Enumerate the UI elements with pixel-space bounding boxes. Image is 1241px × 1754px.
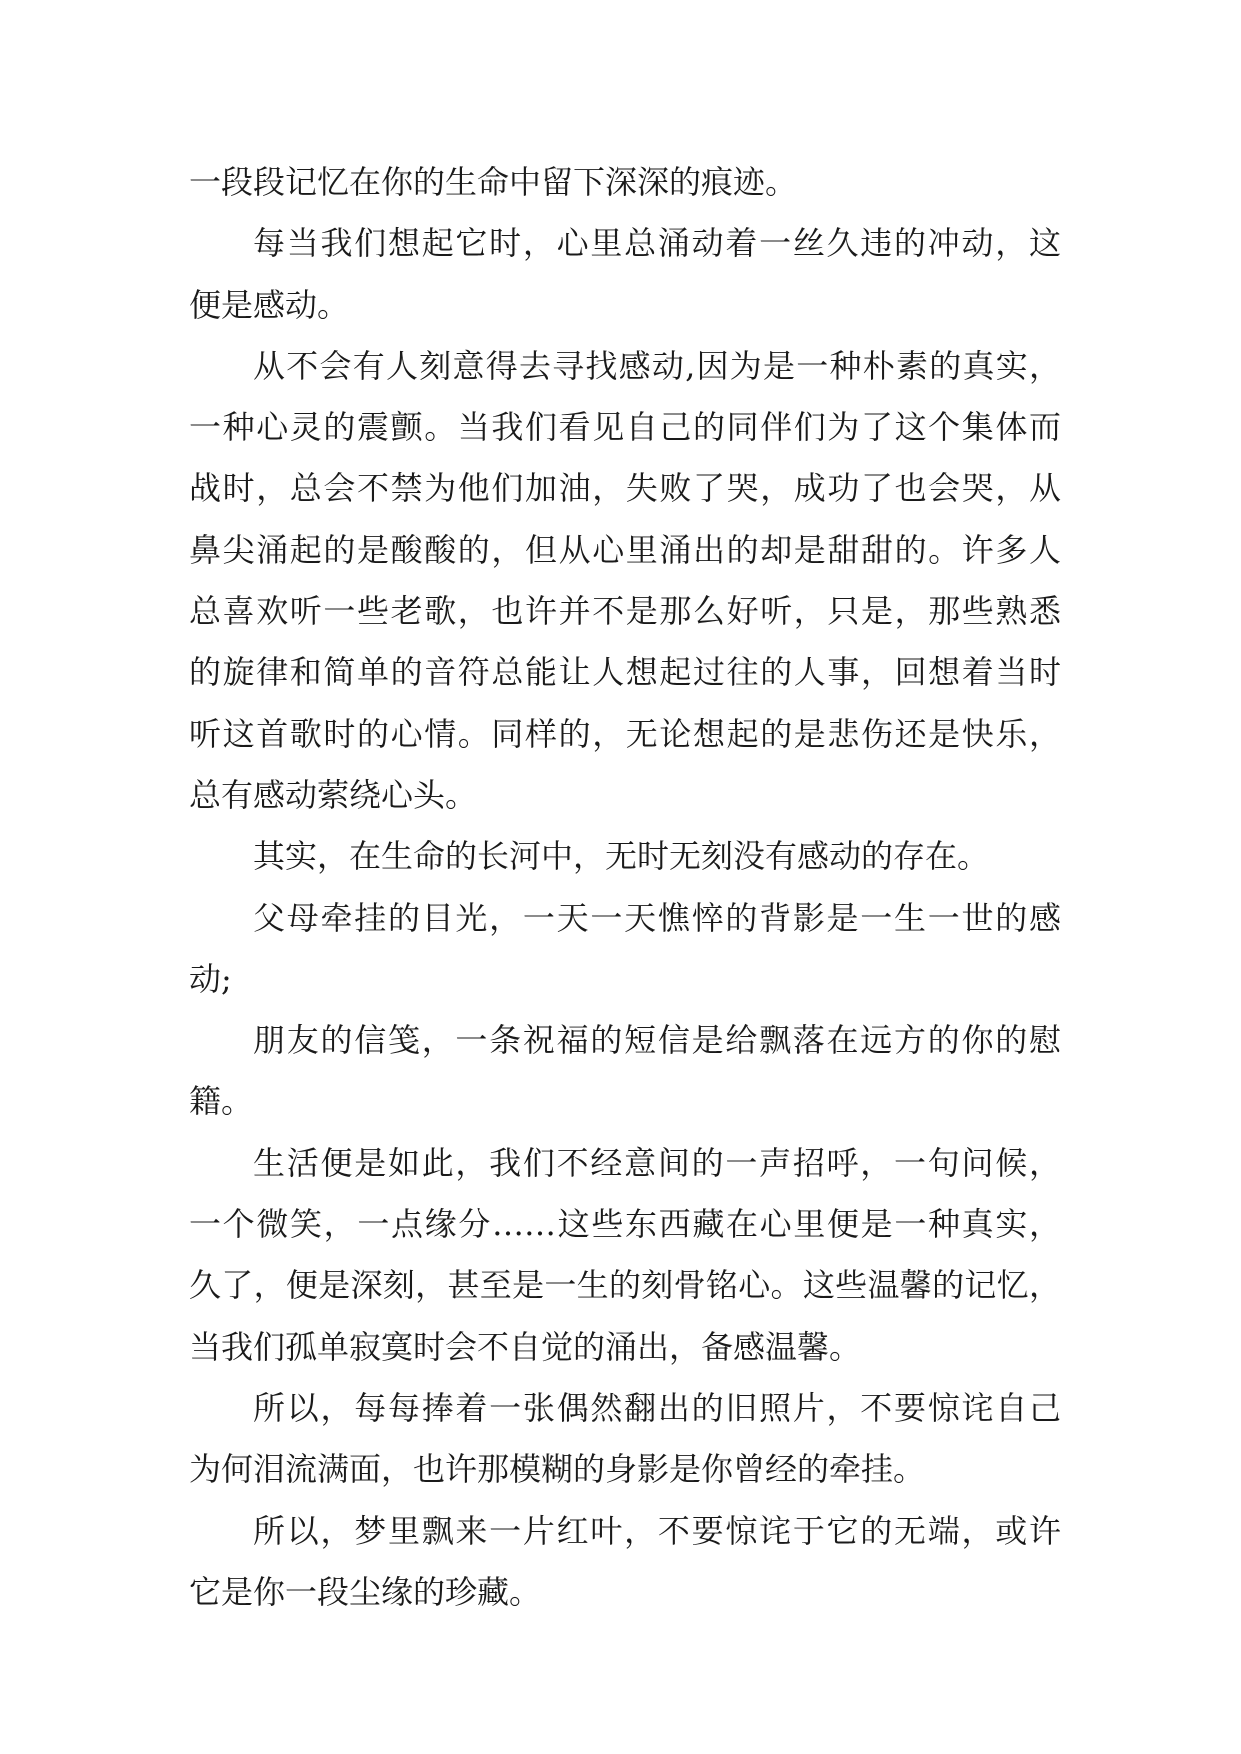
- text-line: 便是感动。: [189, 285, 350, 324]
- text-line: 鼻尖涌起的是酸酸的，但从心里涌出的却是甜甜的。许多人: [189, 530, 1061, 569]
- body-text: [189, 152, 1061, 1623]
- text-line: 总喜欢听一些老歌，也许并不是那么好听，只是，那些熟悉: [189, 592, 1061, 631]
- text-line: 当我们孤单寂寞时会不自觉的涌出，备感温馨。: [189, 1327, 862, 1366]
- text-line: 战时，总会不禁为他们加油，失败了哭，成功了也会哭，从: [189, 469, 1061, 508]
- text-line: 每当我们想起它时，心里总涌动着一丝久违的冲动，这: [253, 224, 1061, 263]
- text-line: 父母牵挂的目光，一天一天憔悴的背影是一生一世的感: [253, 898, 1061, 937]
- text-line: 所以，梦里飘来一片红叶，不要惊诧于它的无端，或许: [253, 1511, 1061, 1550]
- text-line: 生活便是如此，我们不经意间的一声招呼，一句问候，: [253, 1143, 1061, 1182]
- text-line: 为何泪流满面，也许那模糊的身影是你曾经的牵挂。: [189, 1450, 926, 1489]
- text-line: 听这首歌时的心情。同样的，无论想起的是悲伤还是快乐，: [189, 714, 1061, 753]
- text-line: 籍。: [189, 1082, 254, 1121]
- text-line: 朋友的信笺，一条祝福的短信是给飘落在远方的你的慰: [253, 1021, 1061, 1060]
- text-line: 一个微笑，一点缘分……这些东西藏在心里便是一种真实，: [189, 1205, 1061, 1244]
- text-line: 所以，每每捧着一张偶然翻出的旧照片，不要惊诧自己: [253, 1388, 1061, 1427]
- text-line: 其实，在生命的长河中，无时无刻没有感动的存在。: [253, 837, 990, 876]
- text-line: 它是你一段尘缘的珍藏。: [189, 1572, 542, 1611]
- text-line: 从不会有人刻意得去寻找感动,因为是一种朴素的真实，: [253, 346, 1061, 385]
- text-line: 总有感动萦绕心头。: [189, 775, 478, 814]
- text-line: 动;: [189, 959, 232, 998]
- text-line: 一种心灵的震颤。当我们看见自己的同伴们为了这个集体而: [189, 408, 1061, 447]
- text-line: 的旋律和简单的音符总能让人想起过往的人事，回想着当时: [189, 653, 1061, 692]
- text-line: 久了，便是深刻，甚至是一生的刻骨铭心。这些温馨的记忆，: [189, 1266, 1061, 1305]
- text-line: 一段段记忆在你的生命中留下深深的痕迹。: [189, 163, 798, 201]
